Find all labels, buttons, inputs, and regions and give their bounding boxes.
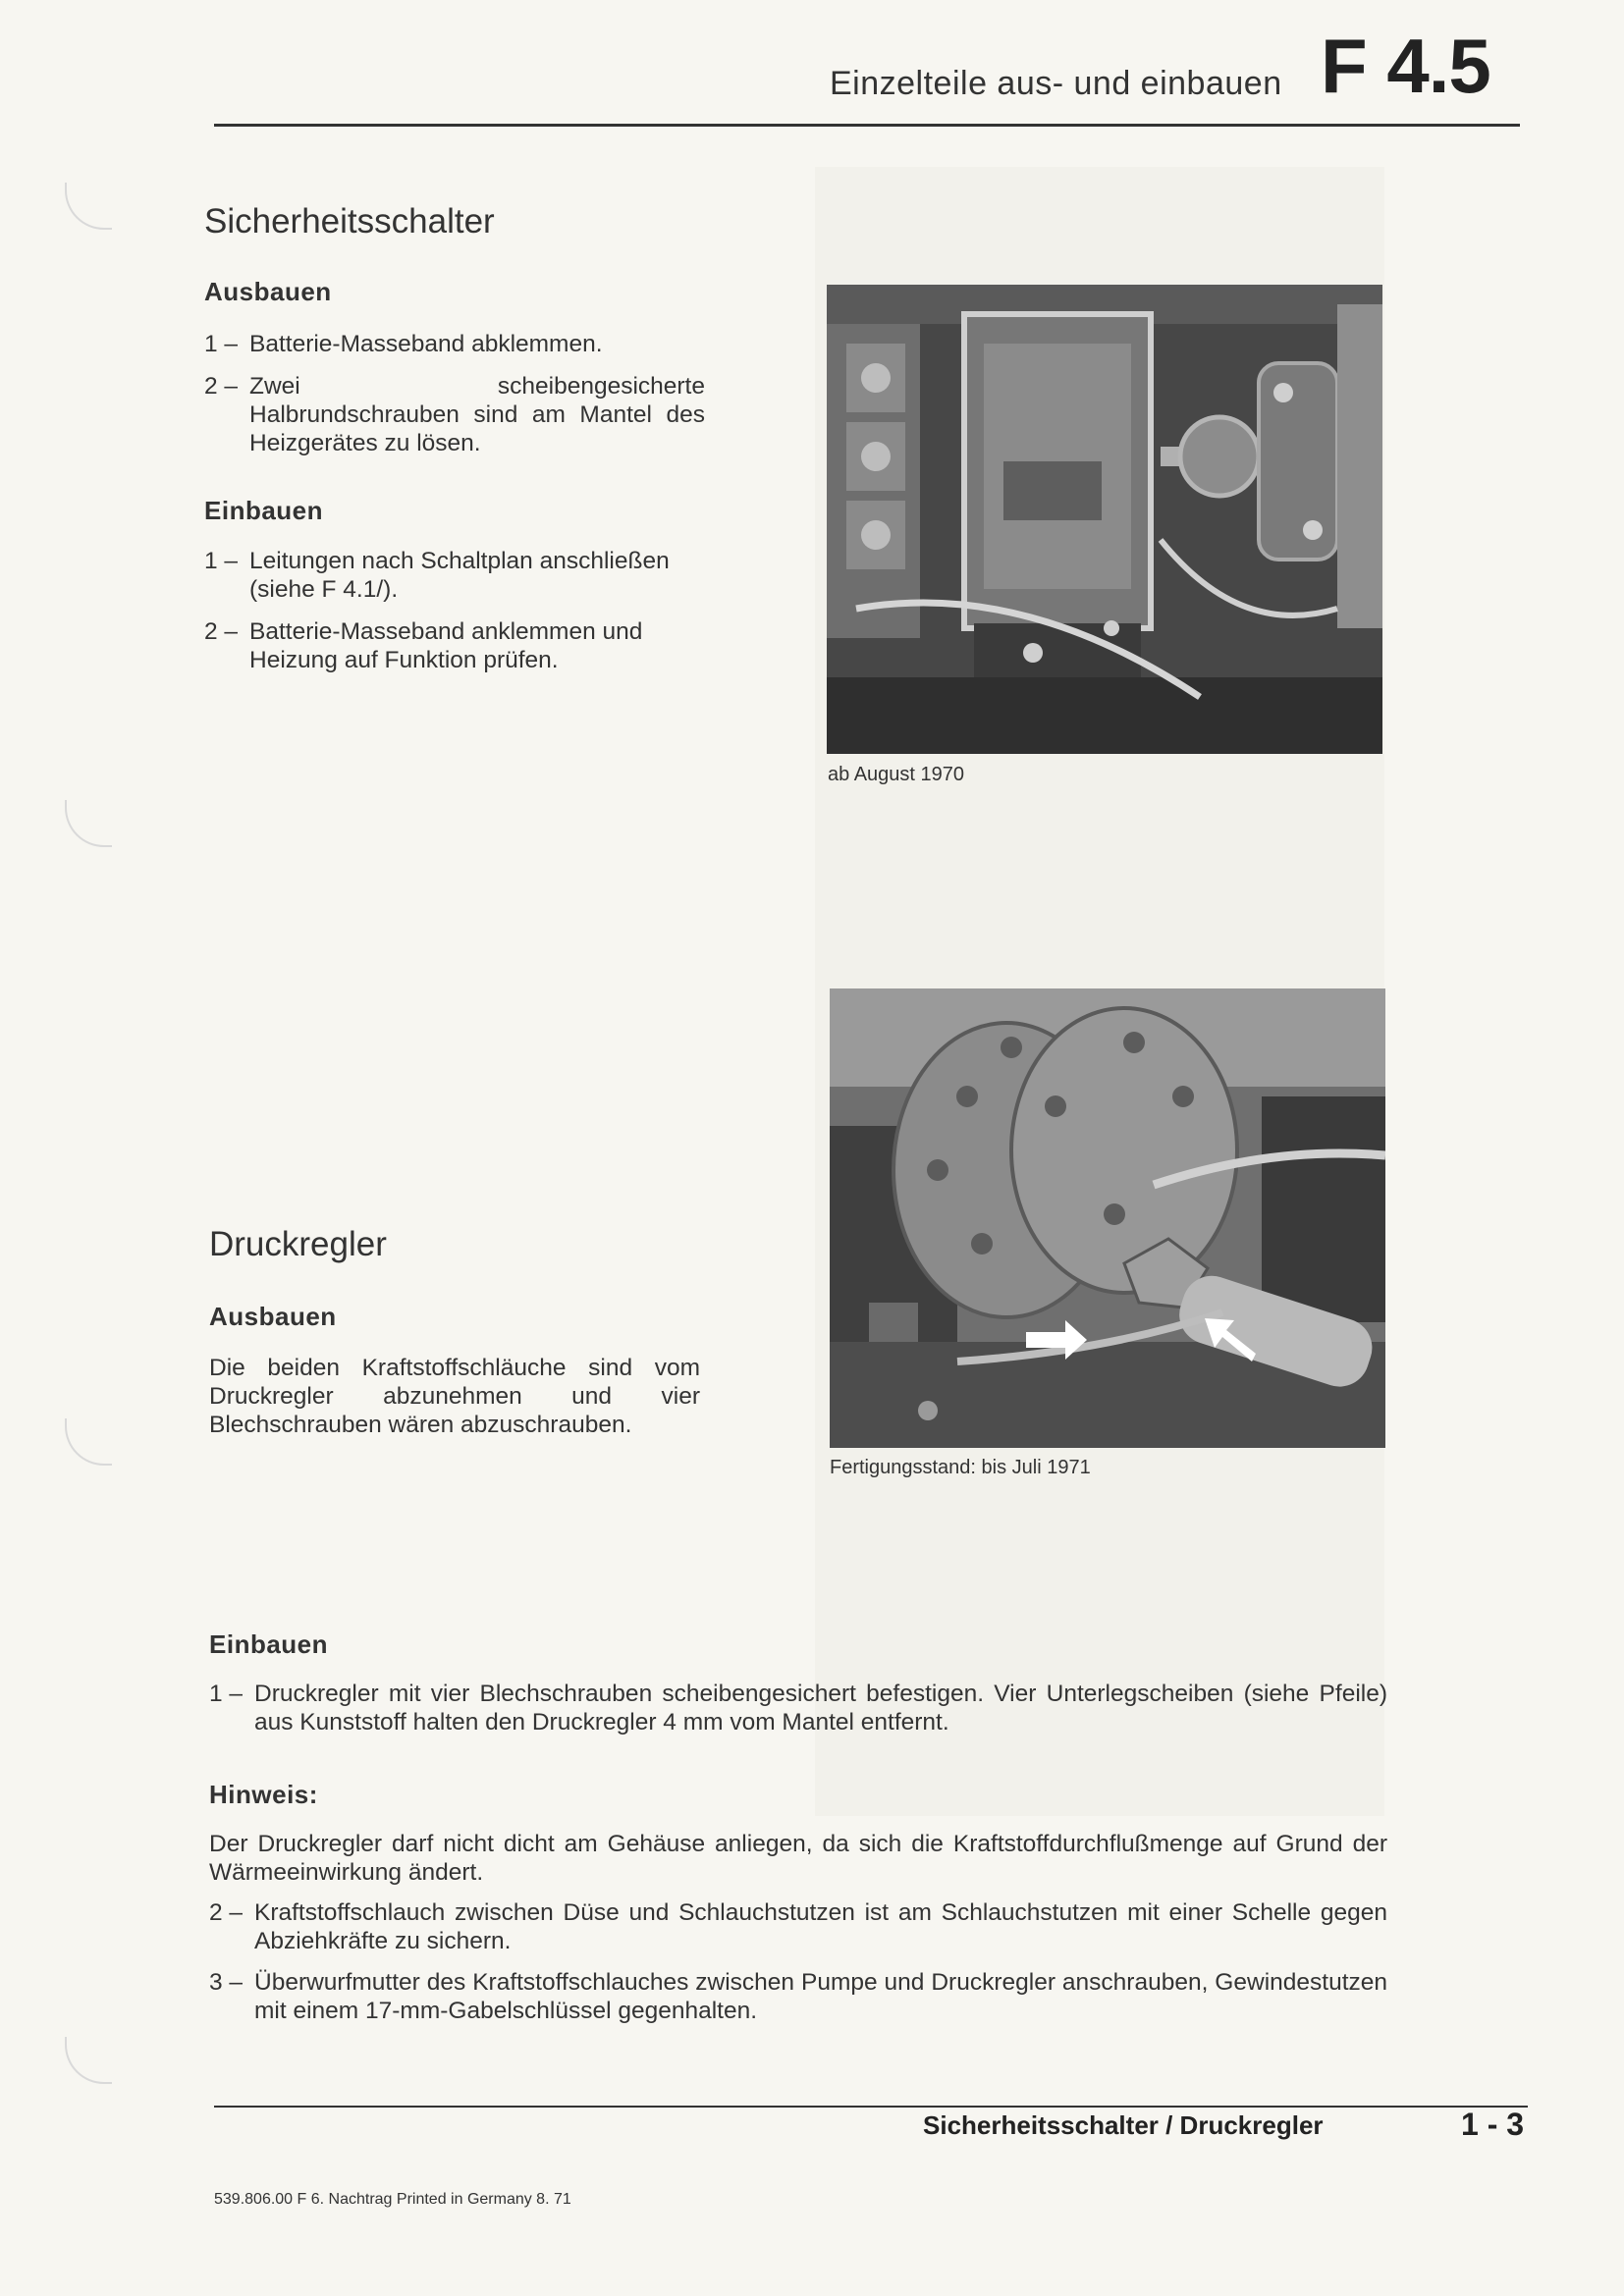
item-text: Kraftstoffschlauch zwischen Düse und Schlauchstutzen ist am Schlauchstutzen mit einer Schelle gegen Abziehkräfte zu sichern. xyxy=(254,1899,1387,1954)
section-title-sicherheitsschalter: Sicherheitsschalter xyxy=(204,202,495,240)
heading-einbauen: Einbauen xyxy=(209,1629,329,1659)
item-text: Druckregler mit vier Blechschrauben scheibengesichert befestigen. Vier Unterlegscheiben (siehe Pfeile) aus Kunststoff halten den Druckregler 4 mm vom Mantel entfernt. xyxy=(254,1681,1387,1735)
page-number: 1 - 3 xyxy=(1461,2107,1525,2142)
section-code: F 4.5 xyxy=(1321,23,1490,109)
list-item xyxy=(204,547,734,604)
binder-hole-mark xyxy=(65,183,112,230)
item-text: Überwurfmutter des Kraftstoffschlauches zwischen Pumpe und Druckregler anschrauben, Gewindestutzen mit einem 17-mm-Gabelschlüssel gegenhalten. xyxy=(254,1969,1387,2024)
photo-sicherheitsschalter xyxy=(827,285,1382,754)
section-title-druckregler: Druckregler xyxy=(209,1225,387,1263)
heading-ausbauen: Ausbauen xyxy=(209,1302,337,1331)
print-info: 539.806.00 F 6. Nachtrag Printed in Germany 8. 71 xyxy=(214,2191,571,2208)
item-number: 3 – xyxy=(209,1969,244,1996)
instruction-list xyxy=(209,1898,1387,2025)
binder-hole-mark xyxy=(65,800,112,847)
heading-hinweis: Hinweis: xyxy=(209,1780,318,1809)
list-item xyxy=(204,330,705,358)
item-text: Batterie-Masseband anklemmen und Heizung auf Funktion prüfen. xyxy=(249,618,643,673)
item-text: Leitungen nach Schaltplan anschließen (siehe F 4.1/). xyxy=(249,548,670,603)
item-number: 2 – xyxy=(204,373,239,400)
item-number: 2 – xyxy=(204,618,239,645)
header-title: Einzelteile aus- und einbauen xyxy=(830,65,1282,102)
photo-druckregler-illustration xyxy=(830,988,1385,1448)
footer-rule xyxy=(214,2106,1528,2108)
item-number: 2 – xyxy=(209,1899,244,1926)
heading-ausbauen: Ausbauen xyxy=(204,277,332,306)
list-item xyxy=(204,617,734,674)
instruction-list xyxy=(204,330,705,457)
instruction-paragraph: Die beiden Kraftstoffschläuche sind vom Druckregler abzunehmen und vier Blechschrauben wären abzuschrauben. xyxy=(209,1355,700,1438)
hinweis-paragraph: Der Druckregler darf nicht dicht am Gehäuse anliegen, da sich die Kraftstoffdurchflußmenge auf Grund der Wärmeeinwirkung ändert. xyxy=(209,1831,1387,1886)
photo-caption: ab August 1970 xyxy=(828,764,965,785)
binder-hole-mark xyxy=(65,2037,112,2084)
header-rule xyxy=(214,124,1520,127)
item-text: Zwei scheibengesicherte Halbrundschrauben sind am Mantel des Heizgerätes zu lösen. xyxy=(249,373,705,456)
instruction-list xyxy=(209,1680,1387,1736)
list-item xyxy=(209,1968,1387,2025)
photo-druckregler xyxy=(830,988,1385,1448)
binder-hole-mark xyxy=(65,1418,112,1466)
list-item xyxy=(209,1898,1387,1955)
photo-caption: Fertigungsstand: bis Juli 1971 xyxy=(830,1457,1091,1478)
photo-sicherheitsschalter-illustration xyxy=(827,285,1382,754)
item-number: 1 – xyxy=(204,548,239,574)
instruction-list xyxy=(204,547,734,674)
item-number: 1 – xyxy=(209,1681,244,1707)
heading-einbauen: Einbauen xyxy=(204,496,324,525)
item-number: 1 – xyxy=(204,331,239,357)
footer-title: Sicherheitsschalter / Druckregler xyxy=(923,2110,1324,2140)
list-item xyxy=(204,372,705,457)
item-text: Batterie-Masseband abklemmen. xyxy=(249,331,603,357)
list-item xyxy=(209,1680,1387,1736)
